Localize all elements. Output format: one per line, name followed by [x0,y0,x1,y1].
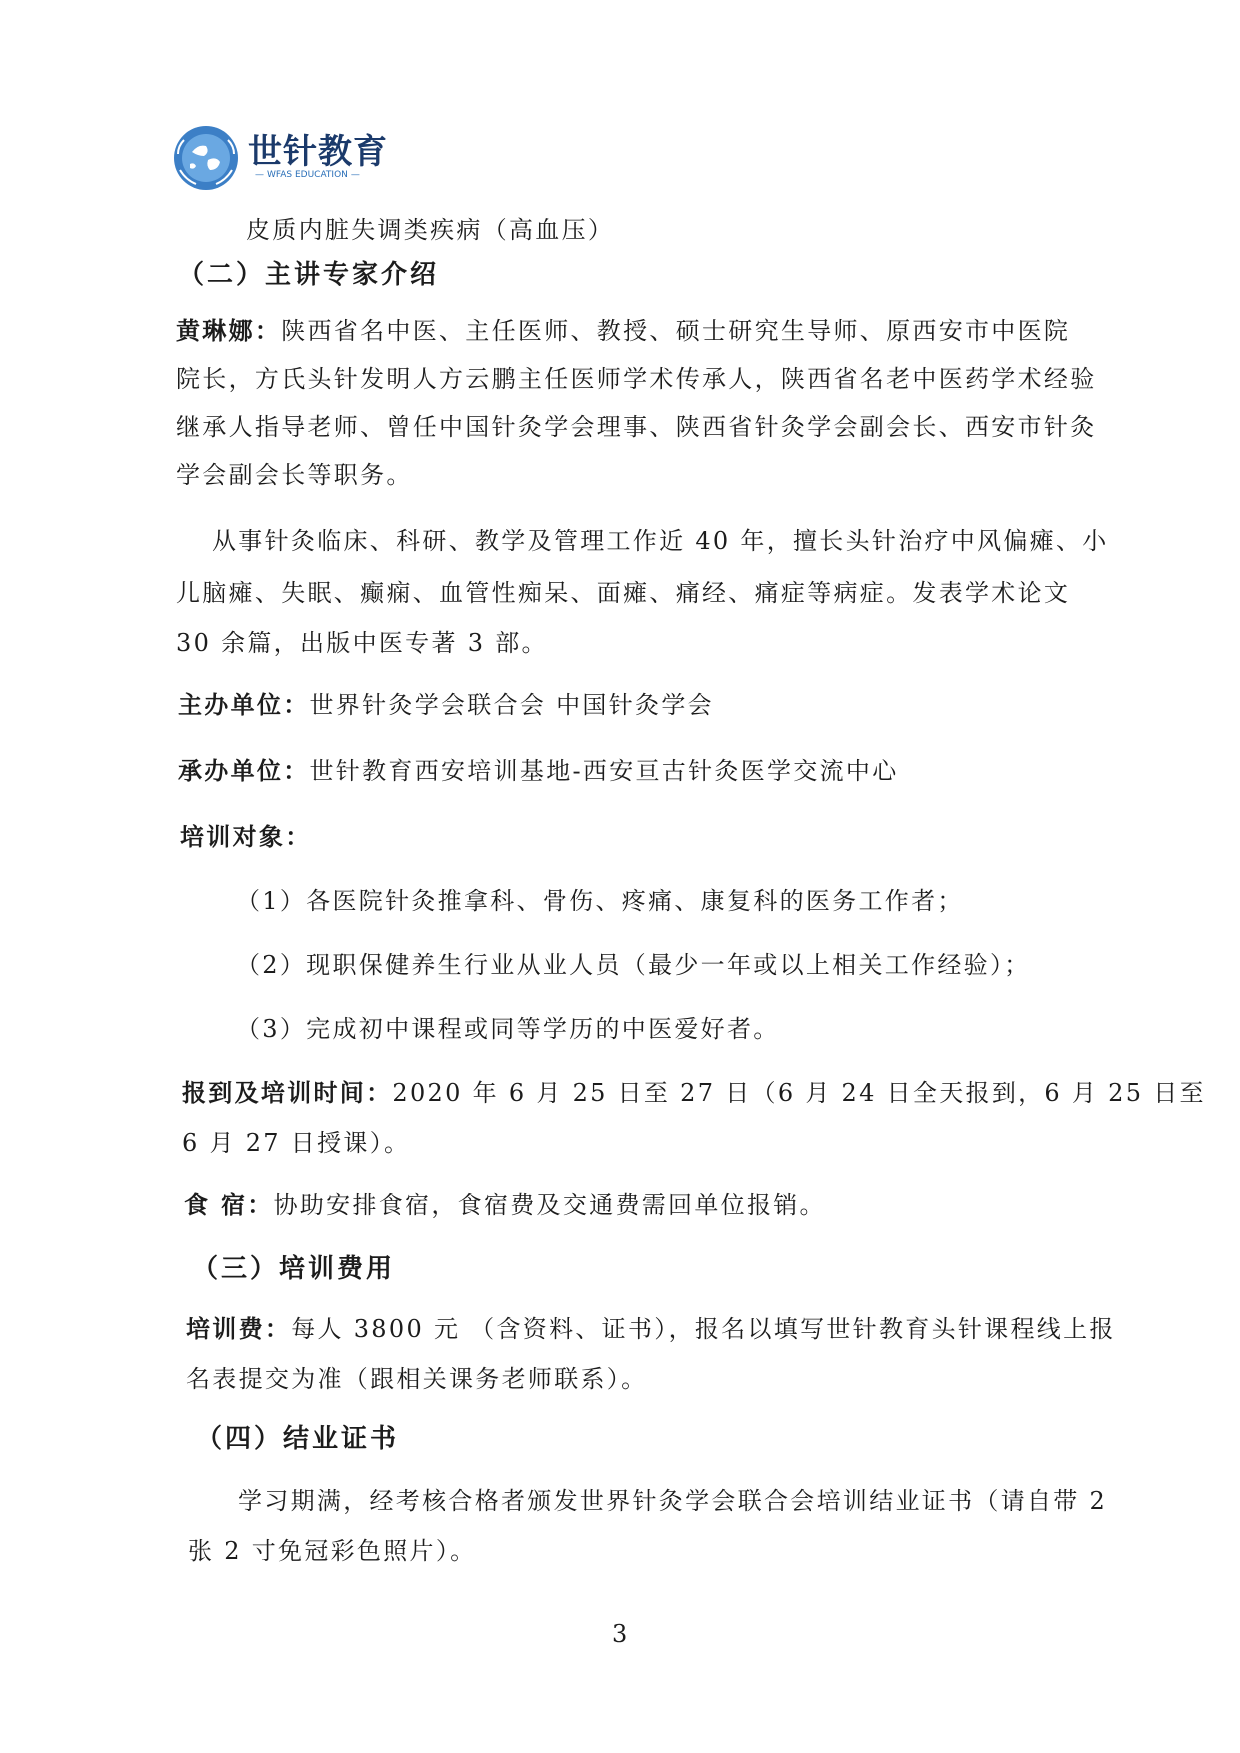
trainees-label: 培训对象： [180,823,312,851]
expert-name: 黄琳娜： [176,317,282,345]
fee-value-1: 每人 3800 元 （含资料、证书），报名以填写世针教育头针课程线上报 [291,1315,1116,1343]
section3-heading: （三）培训费用 [192,1254,396,1284]
lodging-value: 协助安排食宿，食宿费及交通费需回单位报销。 [273,1191,826,1219]
schedule-label: 报到及培训时间： [182,1079,393,1107]
host-label: 承办单位： [178,757,310,785]
expert-work-line-3: 30 余篇，出版中医专著 3 部。 [176,629,548,657]
logo-chinese-text: 世针教育 [248,132,388,172]
organizer-value: 世界针灸学会联合会 中国针灸学会 [309,691,714,719]
trainee-item-1: （1）各医院针灸推拿科、骨伤、疼痛、康复科的医务工作者； [236,887,964,915]
page-number: 3 [612,1620,628,1648]
fee-line-1 [186,1314,1116,1344]
intro-line: 皮质内脏失调类疾病（高血压） [246,216,615,244]
host-line [178,756,899,786]
expert-bio-line-3: 继承人指导老师、曾任中国针灸学会理事、陕西省针灸学会副会长、西安市针灸 [176,413,1097,441]
expert-bio-line-4: 学会副会长等职务。 [176,461,413,489]
schedule-line-1 [182,1078,1206,1108]
section2-heading: （二）主讲专家介绍 [178,260,440,290]
certificate-line-2: 张 2 寸免冠彩色照片）。 [188,1537,477,1565]
logo-english-text: — WFAS EDUCATION — [252,170,363,180]
schedule-line-2: 6 月 27 日授课）。 [182,1129,411,1157]
expert-bio-text-1: 陕西省名中医、主任医师、教授、硕士研究生导师、原西安市中医院 [281,317,1071,345]
fee-label: 培训费： [186,1315,292,1343]
certificate-line-1: 学习期满，经考核合格者颁发世界针灸学会联合会培训结业证书（请自带 2 [238,1487,1108,1515]
lodging-line [184,1190,826,1220]
expert-work-line-1: 从事针灸临床、科研、教学及管理工作近 40 年，擅长头针治疗中风偏瘫、小 [212,527,1109,555]
section4-heading: （四）结业证书 [196,1424,400,1454]
organizer-line [178,690,714,720]
organizer-label: 主办单位： [178,691,310,719]
host-value: 世针教育西安培训基地-西安亘古针灸医学交流中心 [309,757,899,785]
expert-work-line-2: 儿脑瘫、失眠、癫痫、血管性痴呆、面瘫、痛经、痛症等病症。发表学术论文 [176,579,1071,607]
trainee-item-3: （3）完成初中课程或同等学历的中医爱好者。 [236,1015,780,1043]
expert-bio-line-1 [176,316,1070,346]
fee-line-2: 名表提交为准（跟相关课务老师联系）。 [186,1365,648,1393]
trainee-item-2: （2）现职保健养生行业从业人员（最少一年或以上相关工作经验）； [236,951,1031,979]
wfas-education-logo [172,122,412,194]
expert-bio-line-2: 院长，方氏头针发明人方云鹏主任医师学术传承人，陕西省名老中医药学术经验 [176,365,1097,393]
globe-icon [172,124,240,192]
lodging-label: 食 宿： [184,1191,274,1219]
schedule-value-1: 2020 年 6 月 25 日至 27 日（6 月 24 日全天报到，6 月 25 日至 [392,1079,1206,1107]
